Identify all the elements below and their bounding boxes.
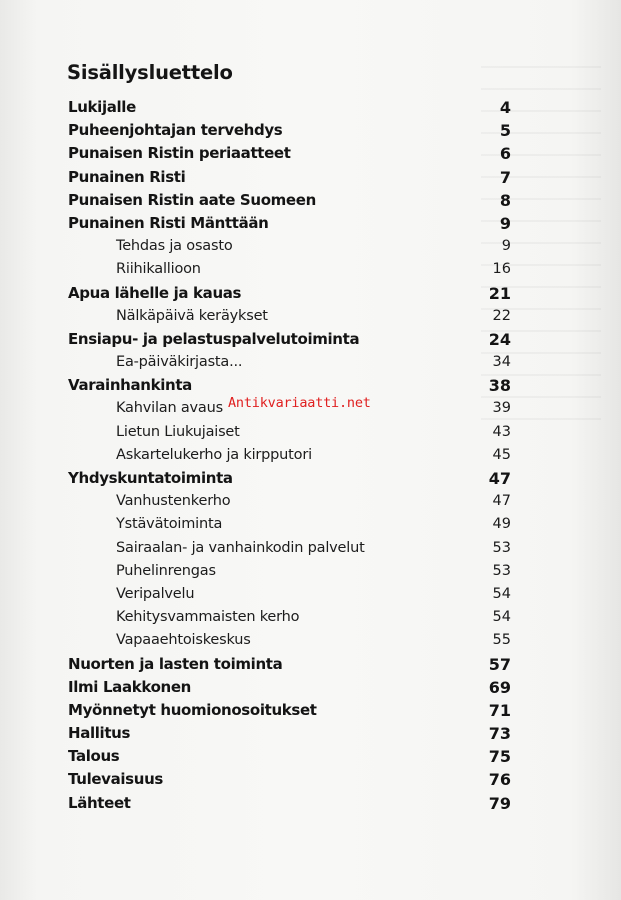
- toc-page-number: 49: [492, 516, 511, 533]
- toc-chapter-entry: [0, 792, 621, 815]
- toc-entry-title: Apua lähelle ja kauas: [68, 283, 242, 302]
- toc-section-entry: [0, 305, 621, 328]
- toc-chapter-entry: [0, 467, 621, 490]
- toc-chapter-entry: [0, 653, 621, 676]
- toc-section-entry: [0, 537, 621, 560]
- toc-page-number: 9: [499, 213, 511, 233]
- toc-page-number: 47: [488, 469, 511, 488]
- toc-page-number: 39: [492, 400, 511, 417]
- toc-page-number: 47: [492, 493, 511, 510]
- toc-section-entry: [0, 513, 621, 536]
- toc-page-number: 9: [501, 238, 511, 255]
- toc-page-number: 75: [488, 747, 511, 767]
- toc-chapter-entry: [0, 768, 621, 791]
- toc-entry-title: Punaisen Ristin periaatteet: [68, 144, 291, 163]
- toc-page-number: 34: [492, 354, 511, 371]
- toc-chapter-entry: [0, 745, 621, 768]
- toc-entry-title: Puheenjohtajan tervehdys: [68, 121, 283, 140]
- toc-entry-title: Puhelinrengas: [116, 562, 216, 579]
- toc-section-entry: [0, 235, 621, 258]
- toc-page-number: 73: [488, 724, 511, 744]
- toc-entry-title: Ea-päiväkirjasta...: [116, 354, 243, 371]
- toc-chapter-entry: [0, 96, 621, 119]
- table-of-contents: [0, 96, 621, 815]
- toc-entry-title: Ilmi Laakkonen: [68, 677, 192, 696]
- toc-entry-title: Vanhustenkerho: [116, 493, 231, 510]
- toc-entry-title: Ystävätoiminta: [116, 516, 223, 533]
- toc-entry-title: Tulevaisuus: [68, 770, 163, 789]
- page-title: Sisällysluettelo: [67, 61, 233, 84]
- toc-section-entry: [0, 258, 621, 281]
- toc-entry-title: Lietun Liukujaiset: [116, 423, 240, 440]
- toc-section-entry: [0, 583, 621, 606]
- toc-page-number: 54: [492, 585, 511, 602]
- toc-page-number: 54: [492, 609, 511, 626]
- toc-page-number: 76: [488, 770, 511, 790]
- toc-entry-title: Askartelukerho ja kirpputori: [116, 446, 312, 463]
- toc-chapter-entry: [0, 119, 621, 142]
- toc-entry-title: Vapaaehtoiskeskus: [116, 632, 251, 649]
- toc-chapter-entry: [0, 699, 621, 722]
- toc-page-number: 57: [488, 654, 511, 674]
- toc-page-number: 38: [488, 376, 511, 396]
- toc-chapter-entry: [0, 212, 621, 235]
- toc-entry-title: Hallitus: [68, 724, 131, 743]
- toc-page-number: 5: [499, 121, 511, 141]
- toc-page-number: 21: [488, 283, 511, 303]
- toc-chapter-entry: [0, 328, 621, 351]
- toc-chapter-entry: [0, 722, 621, 745]
- toc-entry-title: Kehitysvammaisten kerho: [116, 609, 300, 626]
- toc-entry-title: Lukijalle: [68, 98, 136, 116]
- toc-page-number: 8: [499, 190, 511, 210]
- watermark-text: Antikvariaatti.net: [228, 395, 371, 411]
- toc-page-number: 79: [488, 793, 511, 813]
- toc-page-number: 4: [499, 98, 511, 117]
- toc-page-number: 6: [499, 144, 511, 164]
- toc-section-entry: [0, 629, 621, 652]
- toc-entry-title: Nuorten ja lasten toiminta: [68, 654, 283, 673]
- toc-page-number: 45: [492, 446, 511, 463]
- toc-chapter-entry: [0, 676, 621, 699]
- toc-entry-title: Punainen Risti: [68, 167, 186, 186]
- toc-entry-title: Punainen Risti Mänttään: [68, 213, 269, 232]
- toc-page-number: 22: [492, 307, 511, 324]
- toc-chapter-entry: [0, 142, 621, 165]
- toc-section-entry: [0, 444, 621, 467]
- toc-section-entry: [0, 421, 621, 444]
- toc-page-number: 71: [488, 700, 511, 720]
- toc-page-number: 55: [492, 632, 511, 649]
- toc-entry-title: Varainhankinta: [68, 376, 192, 395]
- toc-entry-title: Punaisen Ristin aate Suomeen: [68, 190, 316, 209]
- toc-entry-title: Ensiapu- ja pelastuspalvelutoiminta: [68, 329, 360, 348]
- toc-chapter-entry: [0, 282, 621, 305]
- toc-entry-title: Tehdas ja osasto: [116, 238, 233, 255]
- toc-entry-title: Lähteet: [68, 793, 131, 812]
- toc-page-number: 43: [492, 423, 511, 440]
- toc-page-number: 53: [492, 562, 511, 579]
- toc-entry-title: Myönnetyt huomionosoitukset: [68, 700, 317, 719]
- toc-chapter-entry: [0, 374, 621, 397]
- toc-chapter-entry: [0, 189, 621, 212]
- toc-page-number: 53: [492, 539, 511, 556]
- toc-page-number: 24: [488, 329, 511, 349]
- toc-entry-title: Veripalvelu: [116, 585, 195, 602]
- toc-chapter-entry: [0, 166, 621, 189]
- toc-entry-title: Nälkäpäivä keräykset: [116, 307, 268, 324]
- toc-page-number: 7: [499, 167, 511, 187]
- toc-entry-title: Talous: [68, 747, 120, 766]
- toc-entry-title: Kahvilan avaus: [116, 400, 223, 417]
- toc-section-entry: [0, 560, 621, 583]
- toc-page-number: 16: [492, 261, 511, 278]
- toc-section-entry: [0, 490, 621, 513]
- toc-entry-title: Riihikallioon: [116, 261, 201, 278]
- toc-entry-title: Sairaalan- ja vanhainkodin palvelut: [116, 539, 365, 556]
- toc-page-number: 69: [488, 677, 511, 697]
- toc-section-entry: [0, 351, 621, 374]
- toc-section-entry: [0, 606, 621, 629]
- toc-entry-title: Yhdyskuntatoiminta: [68, 469, 233, 487]
